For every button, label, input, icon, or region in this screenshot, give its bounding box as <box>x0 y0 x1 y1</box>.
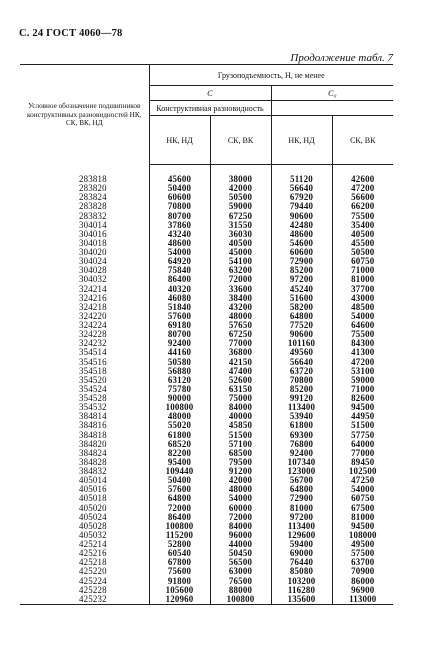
bearing-designation-cell: 354518 <box>20 367 149 376</box>
table-row <box>20 285 393 294</box>
load-value-cell: 43000 <box>351 292 375 303</box>
load-value-cell: 37700 <box>351 283 375 294</box>
bearing-designation-cell: 283820 <box>20 184 149 193</box>
table-row <box>20 184 393 193</box>
load-value-cell: 97200 <box>271 275 332 284</box>
load-value-cell: 64920 <box>149 257 210 266</box>
load-value-cell: 42000 <box>210 476 271 485</box>
load-value-cell: 64600 <box>351 320 375 330</box>
table-row <box>20 175 393 184</box>
load-value-cell: 80700 <box>149 212 210 221</box>
table-row <box>20 193 393 202</box>
bearing-designation-cell: 405024 <box>20 513 149 522</box>
load-value-cell: 63700 <box>351 557 375 568</box>
table-row <box>20 266 393 275</box>
load-value-cell: 96000 <box>210 531 271 540</box>
bearing-designation-cell: 304018 <box>20 239 149 248</box>
load-value-cell: 56500 <box>210 558 271 567</box>
load-value-cell: 61800 <box>271 421 332 430</box>
load-value-cell: 45000 <box>210 248 271 257</box>
load-value-cell: 56640 <box>271 184 332 193</box>
load-value-cell: 71000 <box>351 265 375 276</box>
load-value-cell: 94500 <box>351 520 375 531</box>
table-row <box>20 348 393 357</box>
load-value-cell: 102500 <box>348 466 377 476</box>
load-value-cell: 88000 <box>210 586 271 595</box>
load-value-cell: 42480 <box>271 221 332 230</box>
load-value-cell: 96900 <box>351 584 375 595</box>
load-value-cell: 63120 <box>149 376 210 385</box>
bearing-designation-cell: 283824 <box>20 193 149 202</box>
bearing-designation-cell: 324214 <box>20 285 149 294</box>
load-value-cell: 47200 <box>351 356 375 367</box>
bearing-designation-cell: 324232 <box>20 339 149 348</box>
load-value-cell: 60540 <box>149 549 210 558</box>
group-header: Грузоподъемность, Н, не менее <box>149 65 393 86</box>
load-value-cell: 100800 <box>149 522 210 531</box>
column-header: СК, ВК <box>332 116 393 165</box>
load-value-cell: 76800 <box>271 440 332 449</box>
bearing-designation-cell: 304016 <box>20 230 149 239</box>
kind-label: Конструктивная разновидность <box>149 101 271 116</box>
table-row <box>20 504 393 513</box>
table-row <box>20 586 393 595</box>
load-value-cell: 45600 <box>149 175 210 184</box>
bearing-designation-cell: 324216 <box>20 294 149 303</box>
table-row <box>20 494 393 503</box>
load-value-cell: 42000 <box>210 184 271 193</box>
load-value-cell: 100800 <box>210 595 271 605</box>
bearing-designation-cell: 425216 <box>20 549 149 558</box>
load-value-cell: 58200 <box>271 303 332 312</box>
table-row <box>20 358 393 367</box>
load-value-cell: 67920 <box>271 193 332 202</box>
load-value-cell: 50580 <box>149 358 210 367</box>
load-value-cell: 77000 <box>210 339 271 348</box>
bearing-designation-cell: 354524 <box>20 385 149 394</box>
load-value-cell: 86400 <box>149 513 210 522</box>
load-value-cell: 59400 <box>271 540 332 549</box>
load-value-cell: 41300 <box>351 347 375 358</box>
table-row <box>20 540 393 549</box>
load-value-cell: 45850 <box>210 421 271 430</box>
load-value-cell: 60600 <box>149 193 210 202</box>
load-value-cell: 50400 <box>149 184 210 193</box>
table-row <box>20 577 393 586</box>
load-value-cell: 89450 <box>351 456 375 467</box>
load-value-cell: 54000 <box>149 248 210 257</box>
load-value-cell: 40500 <box>351 228 375 239</box>
load-value-cell: 55020 <box>149 421 210 430</box>
load-value-cell: 49560 <box>271 348 332 357</box>
bearing-designation-cell: 384818 <box>20 431 149 440</box>
bearing-designation-cell: 405018 <box>20 494 149 503</box>
load-value-cell: 48600 <box>149 239 210 248</box>
load-value-cell: 36800 <box>210 348 271 357</box>
load-value-cell: 47200 <box>351 183 375 194</box>
load-value-cell: 75500 <box>351 329 375 340</box>
table-row <box>20 458 393 467</box>
load-value-cell: 77000 <box>351 447 375 458</box>
load-value-cell: 85200 <box>271 266 332 275</box>
load-value-cell: 86400 <box>149 275 210 284</box>
load-value-cell: 123000 <box>271 467 332 476</box>
load-value-cell: 115200 <box>149 531 210 540</box>
load-value-cell: 80700 <box>149 330 210 339</box>
page-header: С. 24 ГОСТ 4060—78 <box>19 28 123 39</box>
table-row <box>20 522 393 531</box>
load-value-cell: 64800 <box>149 494 210 503</box>
table-row <box>20 339 393 348</box>
load-value-cell: 81000 <box>271 504 332 513</box>
load-value-cell: 70800 <box>149 202 210 211</box>
load-value-cell: 54100 <box>210 257 271 266</box>
load-value-cell: 64800 <box>271 485 332 494</box>
load-value-cell: 77520 <box>271 321 332 330</box>
load-value-cell: 44000 <box>210 540 271 549</box>
load-value-cell: 50450 <box>210 549 271 558</box>
load-value-cell: 69180 <box>149 321 210 330</box>
load-value-cell: 109440 <box>149 467 210 476</box>
table-continuation-title: Продолжение табл. 7 <box>290 52 393 64</box>
bearing-designation-cell: 384824 <box>20 449 149 458</box>
load-rating-table-container <box>20 64 393 605</box>
bearing-designation-cell: 283832 <box>20 212 149 221</box>
load-value-cell: 57500 <box>351 548 375 559</box>
table-row <box>20 421 393 430</box>
bearing-designation-cell: 405020 <box>20 504 149 513</box>
load-value-cell: 85200 <box>271 385 332 394</box>
load-rating-table <box>20 64 393 605</box>
load-value-cell: 82600 <box>351 393 375 403</box>
table-row <box>20 449 393 458</box>
load-value-cell: 48600 <box>271 230 332 239</box>
load-value-cell: 70900 <box>351 566 375 577</box>
load-value-cell: 54000 <box>351 484 375 495</box>
bearing-designation-cell: 425228 <box>20 586 149 595</box>
load-value-cell: 42150 <box>210 358 271 367</box>
load-value-cell: 57600 <box>149 485 210 494</box>
load-value-cell: 54000 <box>210 494 271 503</box>
bearing-designation-cell: 405016 <box>20 485 149 494</box>
load-value-cell: 40320 <box>149 285 210 294</box>
bearing-designation-cell: 384814 <box>20 412 149 421</box>
bearing-designation-cell: 425224 <box>20 577 149 586</box>
table-row <box>20 321 393 330</box>
load-value-cell: 129600 <box>271 531 332 540</box>
load-value-cell: 59000 <box>351 374 375 385</box>
load-value-cell: 57650 <box>210 321 271 330</box>
load-value-cell: 43200 <box>210 303 271 312</box>
table-row <box>20 412 393 421</box>
load-value-cell: 91800 <box>149 577 210 586</box>
load-value-cell: 45240 <box>271 285 332 294</box>
load-value-cell: 86000 <box>351 575 375 586</box>
load-value-cell: 59000 <box>210 202 271 211</box>
table-row <box>20 303 393 312</box>
load-value-cell: 56700 <box>271 476 332 485</box>
table-row <box>20 467 393 476</box>
table-row <box>20 221 393 230</box>
bearing-designation-cell: 354532 <box>20 403 149 412</box>
load-value-cell: 75000 <box>210 394 271 403</box>
load-value-cell: 72000 <box>210 513 271 522</box>
bearing-designation-cell: 304032 <box>20 275 149 284</box>
load-value-cell: 48000 <box>210 485 271 494</box>
table-row <box>20 394 393 403</box>
table-row <box>20 248 393 257</box>
load-value-cell: 47400 <box>210 367 271 376</box>
load-value-cell: 69300 <box>271 431 332 440</box>
load-value-cell: 92400 <box>271 449 332 458</box>
bearing-designation-cell: 304014 <box>20 221 149 230</box>
table-body <box>20 175 393 604</box>
load-value-cell: 72000 <box>210 275 271 284</box>
load-value-cell: 40500 <box>210 239 271 248</box>
load-value-cell: 67800 <box>149 558 210 567</box>
kind-label-2 <box>271 101 393 116</box>
table-row <box>20 485 393 494</box>
load-value-cell: 113400 <box>271 403 332 412</box>
load-value-cell: 54000 <box>351 310 375 321</box>
bearing-designation-cell: 384828 <box>20 458 149 467</box>
load-value-cell: 57600 <box>149 312 210 321</box>
load-value-cell: 45500 <box>351 237 375 248</box>
column-header: НК, НД <box>149 116 210 165</box>
bearing-designation-cell: 324218 <box>20 303 149 312</box>
load-value-cell: 48500 <box>351 301 375 312</box>
load-value-cell: 63720 <box>271 367 332 376</box>
load-value-cell: 100800 <box>149 403 210 412</box>
load-value-cell: 81000 <box>351 274 375 285</box>
load-value-cell: 79500 <box>210 458 271 467</box>
load-value-cell: 72900 <box>271 494 332 503</box>
load-value-cell: 97200 <box>271 513 332 522</box>
load-value-cell: 35400 <box>351 219 375 230</box>
bearing-designation-cell: 283828 <box>20 202 149 211</box>
bearing-designation-cell: 425218 <box>20 558 149 567</box>
table-row <box>20 440 393 449</box>
column-header: НК, НД <box>271 116 332 165</box>
load-value-cell: 40000 <box>210 412 271 421</box>
load-value-cell: 91200 <box>210 467 271 476</box>
load-value-cell: 51120 <box>271 175 332 184</box>
bearing-designation-cell: 405032 <box>20 531 149 540</box>
load-value-cell: 38000 <box>210 175 271 184</box>
table-row <box>20 558 393 567</box>
load-value-cell: 68500 <box>210 449 271 458</box>
load-value-cell: 53100 <box>351 365 375 376</box>
load-value-cell: 51840 <box>149 303 210 312</box>
load-value-cell: 56600 <box>351 192 375 203</box>
load-value-cell: 107340 <box>271 458 332 467</box>
load-value-cell: 79440 <box>271 202 332 211</box>
table-row <box>20 531 393 540</box>
load-value-cell: 67250 <box>210 212 271 221</box>
load-value-cell: 90600 <box>271 212 332 221</box>
load-value-cell: 75500 <box>351 210 375 221</box>
table-row <box>20 257 393 266</box>
load-value-cell: 54600 <box>271 239 332 248</box>
bearing-designation-cell: 304024 <box>20 257 149 266</box>
load-value-cell: 113400 <box>271 522 332 531</box>
bearing-designation-cell: 324224 <box>20 321 149 330</box>
load-value-cell: 56640 <box>271 358 332 367</box>
load-value-cell: 51500 <box>351 420 375 431</box>
bearing-designation-cell: 354520 <box>20 376 149 385</box>
load-value-cell: 84300 <box>351 338 375 349</box>
sub-header-c: C <box>149 86 271 101</box>
bearing-designation-cell: 425220 <box>20 567 149 576</box>
load-value-cell: 52600 <box>210 376 271 385</box>
load-value-cell: 37860 <box>149 221 210 230</box>
load-value-cell: 70800 <box>271 376 332 385</box>
load-value-cell: 105600 <box>149 586 210 595</box>
load-value-cell: 31550 <box>210 221 271 230</box>
load-value-cell: 48000 <box>210 312 271 321</box>
load-value-cell: 84000 <box>210 403 271 412</box>
load-value-cell: 101160 <box>271 339 332 348</box>
bearing-designation-cell: 304020 <box>20 248 149 257</box>
load-value-cell: 60750 <box>351 256 375 267</box>
table-row <box>20 376 393 385</box>
load-value-cell: 75840 <box>149 266 210 275</box>
load-value-cell: 42600 <box>351 174 375 184</box>
bearing-designation-cell: 405028 <box>20 522 149 531</box>
load-value-cell: 64000 <box>351 438 375 449</box>
load-value-cell: 44160 <box>149 348 210 357</box>
table-row <box>20 549 393 558</box>
load-value-cell: 63000 <box>210 567 271 576</box>
load-value-cell: 61800 <box>149 431 210 440</box>
load-value-cell: 95400 <box>149 458 210 467</box>
bearing-designation-cell: 304028 <box>20 266 149 275</box>
table-row <box>20 294 393 303</box>
load-value-cell: 44950 <box>351 411 375 422</box>
load-value-cell: 64800 <box>271 312 332 321</box>
load-value-cell: 75600 <box>149 567 210 576</box>
load-value-cell: 36030 <box>210 230 271 239</box>
load-value-cell: 66200 <box>351 201 375 212</box>
load-value-cell: 49500 <box>351 539 375 549</box>
bearing-designation-cell: 324220 <box>20 312 149 321</box>
load-value-cell: 51500 <box>210 431 271 440</box>
load-value-cell: 94500 <box>351 402 375 413</box>
load-value-cell: 57100 <box>210 440 271 449</box>
load-value-cell: 63150 <box>210 385 271 394</box>
load-value-cell: 75780 <box>149 385 210 394</box>
load-value-cell: 38400 <box>210 294 271 303</box>
load-value-cell: 85080 <box>271 567 332 576</box>
bearing-designation-cell: 324228 <box>20 330 149 339</box>
bearing-designation-cell: 354514 <box>20 348 149 357</box>
load-value-cell: 82200 <box>149 449 210 458</box>
table-row <box>20 385 393 394</box>
bearing-designation-cell: 405014 <box>20 476 149 485</box>
load-value-cell: 69000 <box>271 549 332 558</box>
load-value-cell: 50500 <box>351 247 375 257</box>
load-value-cell: 67250 <box>210 330 271 339</box>
load-value-cell: 67500 <box>351 502 375 513</box>
table-row <box>20 403 393 412</box>
load-value-cell: 76500 <box>210 577 271 586</box>
load-value-cell: 60000 <box>210 504 271 513</box>
load-value-cell: 90600 <box>271 330 332 339</box>
load-value-cell: 46080 <box>149 294 210 303</box>
load-value-cell: 53940 <box>271 412 332 421</box>
load-value-cell: 92400 <box>149 339 210 348</box>
load-value-cell: 108000 <box>348 529 377 540</box>
table-row <box>20 431 393 440</box>
load-value-cell: 50400 <box>149 476 210 485</box>
table-row <box>20 595 393 605</box>
load-value-cell: 81000 <box>351 511 375 522</box>
table-row <box>20 567 393 576</box>
sub-header-c0: C₀ <box>271 86 393 101</box>
load-value-cell: 72900 <box>271 257 332 266</box>
bearing-designation-cell: 354516 <box>20 358 149 367</box>
load-value-cell: 50500 <box>210 193 271 202</box>
load-value-cell: 72000 <box>149 504 210 513</box>
table-row <box>20 230 393 239</box>
load-value-cell: 63200 <box>210 266 271 275</box>
table-row <box>20 212 393 221</box>
bearing-designation-cell: 425232 <box>20 595 149 605</box>
load-value-cell: 99120 <box>271 394 332 403</box>
table-row <box>20 367 393 376</box>
load-value-cell: 33600 <box>210 285 271 294</box>
load-value-cell: 60750 <box>351 493 375 504</box>
load-value-cell: 135600 <box>271 595 332 605</box>
table-row <box>20 330 393 339</box>
load-value-cell: 120960 <box>149 595 210 605</box>
table-row <box>20 239 393 248</box>
bearing-designation-cell: 384832 <box>20 467 149 476</box>
load-value-cell: 48000 <box>149 412 210 421</box>
bearing-designation-cell: 384820 <box>20 440 149 449</box>
bearing-designation-cell: 384816 <box>20 421 149 430</box>
load-value-cell: 43240 <box>149 230 210 239</box>
load-value-cell: 68520 <box>149 440 210 449</box>
bearing-designation-cell: 283818 <box>20 175 149 184</box>
row-header: Условное обозначение подшипников конструктивных разновидностей НК, СК, ВК, НД <box>20 65 149 165</box>
load-value-cell: 84000 <box>210 522 271 531</box>
table-row <box>20 513 393 522</box>
load-value-cell: 56880 <box>149 367 210 376</box>
column-header: СК, ВК <box>210 116 271 165</box>
load-value-cell: 47250 <box>351 475 375 486</box>
load-value-cell: 57750 <box>351 429 375 440</box>
load-value-cell: 103200 <box>271 577 332 586</box>
load-value-cell: 90000 <box>149 394 210 403</box>
bearing-designation-cell: 425214 <box>20 540 149 549</box>
load-value-cell: 76440 <box>271 558 332 567</box>
load-value-cell: 71000 <box>351 383 375 394</box>
table-row <box>20 275 393 284</box>
load-value-cell: 116280 <box>271 586 332 595</box>
table-row <box>20 476 393 485</box>
table-row <box>20 312 393 321</box>
table-row <box>20 202 393 211</box>
bearing-designation-cell: 354528 <box>20 394 149 403</box>
load-value-cell: 60600 <box>271 248 332 257</box>
load-value-cell: 51600 <box>271 294 332 303</box>
load-value-cell: 113000 <box>332 595 393 605</box>
load-value-cell: 52800 <box>149 540 210 549</box>
